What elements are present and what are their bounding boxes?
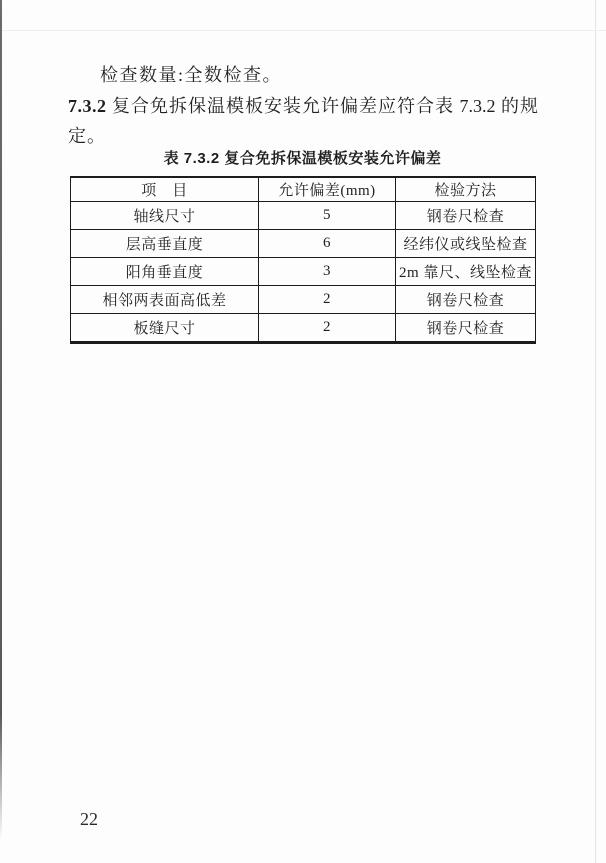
clause-number: 7.3.2 <box>68 96 107 116</box>
cell-deviation: 6 <box>259 230 396 258</box>
clause-7-3-2-line1 <box>68 92 538 118</box>
col-header-deviation: 允许偏差(mm) <box>259 177 396 202</box>
cell-method: 2m 靠尺、线坠检查 <box>396 258 536 286</box>
cell-method: 钢卷尺检查 <box>396 286 536 314</box>
table-row <box>71 230 536 258</box>
scan-edge-left <box>0 0 2 840</box>
tolerance-table <box>70 176 536 344</box>
cell-item: 相邻两表面高低差 <box>71 286 259 314</box>
table-header-row <box>71 177 536 202</box>
table-row <box>71 258 536 286</box>
inspection-quantity-line: 检查数量:全数检查。 <box>100 65 283 85</box>
table-row <box>71 286 536 314</box>
table-row <box>71 202 536 230</box>
col-header-item: 项 目 <box>71 177 259 202</box>
cell-deviation: 2 <box>259 314 396 343</box>
cell-item: 层高垂直度 <box>71 230 259 258</box>
cell-method: 钢卷尺检查 <box>396 202 536 230</box>
table-caption: 表 7.3.2 复合免拆保温模板安装允许偏差 <box>163 150 442 167</box>
cell-item: 轴线尺寸 <box>71 202 259 230</box>
scan-artifact-line <box>2 30 606 31</box>
cell-deviation: 2 <box>259 286 396 314</box>
scan-edge-right <box>595 0 596 863</box>
cell-method: 经纬仪或线坠检查 <box>396 230 536 258</box>
clause-7-3-2-line2: 定。 <box>68 126 106 146</box>
cell-method: 钢卷尺检查 <box>396 314 536 343</box>
cell-deviation: 3 <box>259 258 396 286</box>
table-row <box>71 314 536 343</box>
cell-item: 板缝尺寸 <box>71 314 259 343</box>
col-header-method: 检验方法 <box>396 177 536 202</box>
page-number: 22 <box>80 809 98 829</box>
cell-item: 阳角垂直度 <box>71 258 259 286</box>
clause-text: 复合免拆保温模板安装允许偏差应符合表 7.3.2 的规 <box>112 96 538 116</box>
cell-deviation: 5 <box>259 202 396 230</box>
